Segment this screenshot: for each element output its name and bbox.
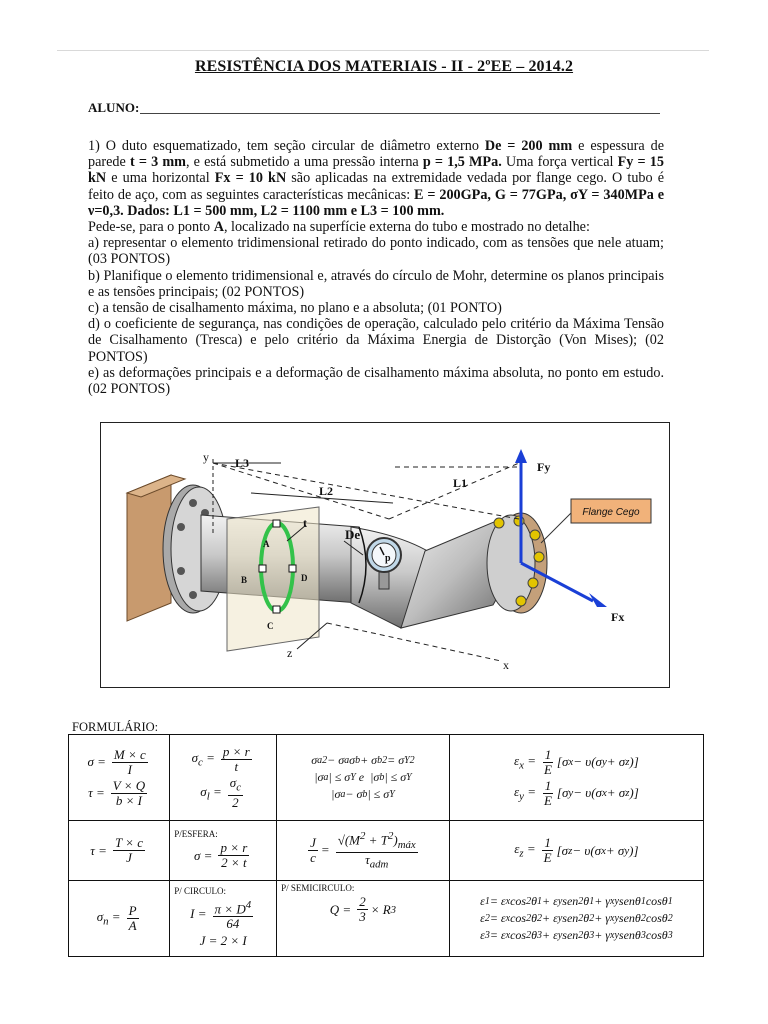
formulary-table — [68, 734, 704, 957]
label-z: z — [287, 646, 293, 660]
page-top-border — [57, 50, 709, 51]
item-c: c) a tensão de cisalhamento máxima, no plano e a absoluta; (01 PONTO) — [88, 300, 502, 317]
label-a: A — [263, 539, 270, 549]
question-1 — [88, 138, 664, 397]
label-l1: L1 — [453, 476, 468, 490]
label-x: x — [503, 658, 509, 672]
label-fx: Fx — [611, 610, 625, 624]
formula-cell-criteria: σ a 2 − σ a σ b + σ b 2 = σ Y 2 |σ a | ≤ σ Y e |σ b | ≤ σ Y |σ a − σ b | ≤ σ Y — [277, 735, 450, 821]
student-name-line — [140, 113, 660, 114]
label-fy: Fy — [537, 460, 551, 474]
item-a: a) representar o elemento tridimensional retirado do ponto indicado, com as tensões que nele atuam; (03 PONTOS) — [88, 235, 664, 268]
label-d: D — [301, 573, 308, 583]
label-c: C — [267, 621, 274, 631]
formula-cell-hooke-xy: $\varepsilon_x$ = $\frac{1}{E}$ [σ x − υ(σ y + σ z )] $\varepsilon_y$ = $\frac{1}{E}$ [σ y − υ(σ x + σ z )] — [449, 735, 703, 821]
point-a-marker — [273, 520, 280, 527]
label-l2: L2 — [319, 484, 334, 498]
formula-cell-flexure: σ = $\frac{M \times c}{I}$ τ = $\frac{V \times Q}{b \times I}$ — [69, 735, 170, 821]
formula-cell-torsion: τ = $\frac{T \times c}{J}$ — [69, 821, 170, 881]
flange-callout — [541, 499, 651, 543]
item-e: e) as deformações principais e a deformação de cisalhamento máxima absoluta, no ponto em estudo. (02 PONTOS) — [88, 364, 664, 398]
formula-cell-thin-wall: $\sigma_c$ = $\frac{p \times r}{t}$ $\sigma_l$ = $\frac{\sigma_c}{2}$ — [170, 735, 277, 821]
formula-cell-hooke-z: $\varepsilon_z$ = $\frac{1}{E}$ [σ z − υ(σ x + σ y )] — [449, 821, 703, 881]
formula-cell-strain-rosette: ε 1 = ε x cos 2 θ 1 + ε y sen 2 θ 1 + γ xy senθ 1 cosθ 1 ε 2 = ε x cos 2 θ 2 + ε y sen 2 θ 2 + γ xy senθ 2 cosθ 2 ε 3 = ε x cos 2 θ 3 + ε y sen 2 θ 3 + γ xy senθ 3 cosθ 3 — [449, 881, 703, 957]
item-d: d) o coeficiente de segurança, nas condições de operação, calculado pelo critério da Máxima Tensão de Cisalhamento (Tresca) e pelo critério da Máxima Energia de Distorção (Von Mises); (02 PONTOS) — [88, 316, 664, 365]
label-de: De — [345, 527, 361, 542]
formula-cell-semicircle: P/ SEMICIRCULO: Q = $\frac{2}{3}$ × R 3 — [277, 881, 450, 957]
point-b-marker — [259, 565, 266, 572]
svg-text:Flange Cego: Flange Cego — [582, 507, 640, 518]
point-c-marker — [273, 606, 280, 613]
formulary-label: FORMULÁRIO: — [72, 720, 159, 734]
label-t: t — [303, 516, 307, 530]
formula-cell-circle: P/ CIRCULO: I = $\frac{\pi \times D^4}{64}$ J = 2 × I — [170, 881, 277, 957]
question-statement: 1) O duto esquematizado, tem seção circular de diâmetro externo De = 200 mm e espessura de parede t = 3 mm, e está submetido a uma pressão interna p = 1,5 MPa. Uma força vertical Fy = 15 kN e uma horizontal Fx = 10 kN são aplicadas na extremidade vedada por flange cego. O tubo é feito de aço, com as seguintes características mecânicas: E = 200GPa, G = 77GPa, σY = 340MPa e ν=0,3. Dados: L1 = 500 mm, L2 = 1100 mm e L3 = 100 mm. — [88, 138, 665, 219]
pipe-diagram — [100, 422, 670, 688]
exam-title: RESISTÊNCIA DOS MATERIAIS - II - 2ºEE – 2014.2 — [194, 58, 574, 75]
point-d-marker — [289, 565, 296, 572]
formula-cell-normal: $\sigma_n$ = $\frac{P}{A}$ — [69, 881, 170, 957]
formula-cell-sphere: P/ESFERA: σ = $\frac{p \times r}{2 \times t}$ — [170, 821, 277, 881]
item-b: b) Planifique o elemento tridimensional e, através do círculo de Mohr, determine os planos principais e as tensões principais; (02 PONTOS) — [88, 267, 664, 300]
right-flange — [487, 513, 547, 613]
label-p: p — [385, 553, 391, 564]
question-prompt: Pede-se, para o ponto A, localizado na superfície externa do tubo e mostrado no detalhe: — [88, 219, 590, 236]
label-y: y — [203, 450, 209, 464]
student-label: ALUNO: — [88, 100, 140, 115]
label-b: B — [241, 575, 248, 585]
label-l3: L3 — [235, 456, 250, 470]
formula-cell-shaft-design: $\frac{J}{c}$ = $\frac{√(M^2 + T^2)_{máx}}{\tau_{adm}}$ — [277, 821, 450, 881]
